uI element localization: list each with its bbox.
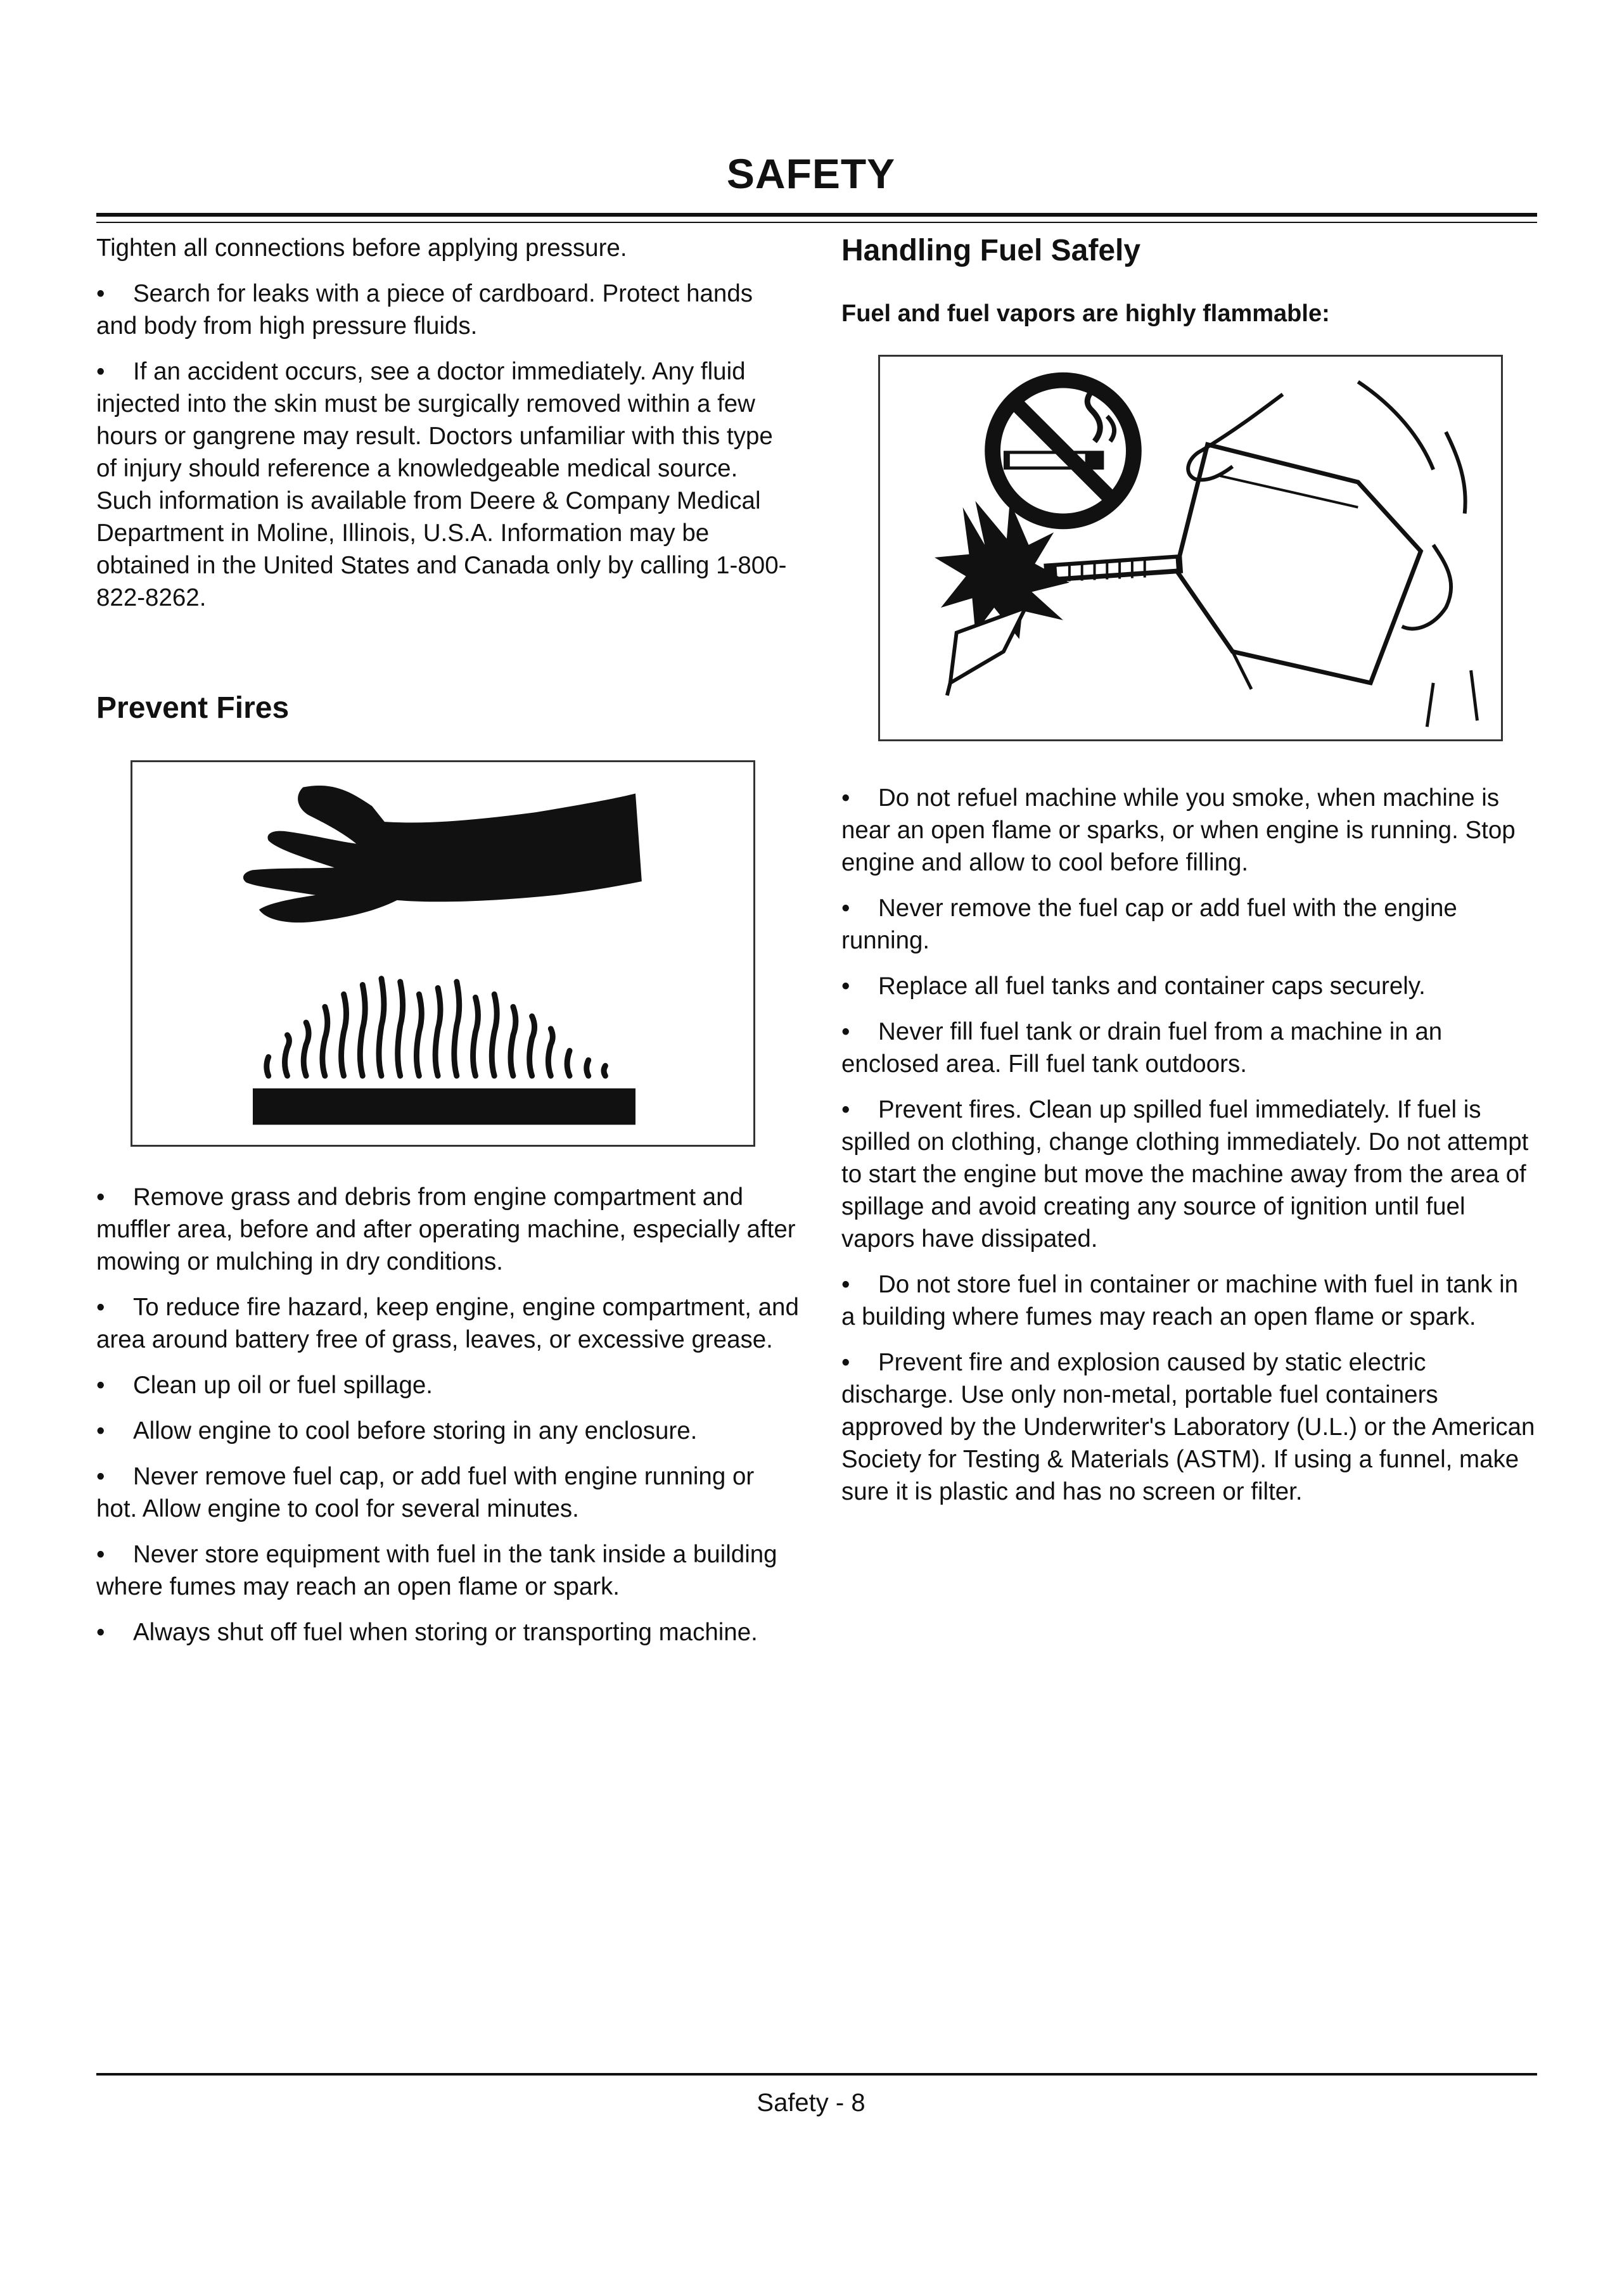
bullet-icon: • (841, 1018, 850, 1045)
list-item: • Never remove the fuel cap or add fuel with the engine running. (841, 892, 1537, 957)
bullet-icon: • (96, 1294, 105, 1321)
bullet-icon: • (96, 1619, 105, 1646)
fuel-list (841, 782, 1537, 1521)
bullet-icon: • (841, 1271, 850, 1298)
prevent-fires-list (96, 1181, 800, 1662)
page-number: Safety - 8 (757, 2089, 865, 2117)
list-item: • Never fill fuel tank or drain fuel from a machine in an enclosed area. Fill fuel tank outdoors. (841, 1016, 1537, 1080)
no-smoking-refuel-icon (880, 357, 1501, 739)
bullet-icon: • (96, 1463, 105, 1490)
list-item: • Always shut off fuel when storing or transporting machine. (96, 1616, 800, 1649)
pressure-section (96, 232, 800, 627)
list-item: • Never remove fuel cap, or add fuel with engine running or hot. Allow engine to cool for several minutes. (96, 1460, 800, 1525)
hand-over-heat-icon (132, 762, 753, 1145)
footer-rule (96, 2073, 1537, 2076)
list-item: • Allow engine to cool before storing in any enclosure. (96, 1415, 800, 1447)
bullet-icon: • (96, 280, 105, 307)
bullet-icon: • (96, 1541, 105, 1568)
list-item: • Search for leaks with a piece of cardboard. Protect hands and body from high pressure fluids. (96, 277, 800, 342)
header-rule (96, 213, 1537, 217)
list-item: • Do not store fuel in container or machine with fuel in tank in a building where fumes may reach an open flame or spark. (841, 1268, 1537, 1333)
list-item: • Prevent fires. Clean up spilled fuel immediately. If fuel is spilled on clothing, change clothing immediately. Do not attempt to start the engine but move the machine away from the area of spillage and avoid creating any source of ignition until fuel vapors have dissipated. (841, 1094, 1537, 1255)
fuel-illustration (878, 355, 1503, 741)
prevent-fires-heading: Prevent Fires (96, 691, 290, 725)
bullet-icon: • (841, 895, 850, 922)
list-item: • Clean up oil or fuel spillage. (96, 1369, 800, 1401)
list-item: • Remove grass and debris from engine compartment and muffler area, before and after operating machine, especially after mowing or mulching in dry conditions. (96, 1181, 800, 1278)
bullet-icon: • (841, 784, 850, 812)
bullet-icon: • (96, 358, 105, 385)
list-item: • If an accident occurs, see a doctor immediately. Any fluid injected into the skin must be surgically removed within a few hours or gangrene may result. Doctors unfamiliar with this type of injury should reference a knowledgeable medical source. Such information is available from Deere & Company Medical Department in Moline, Illinois, U.S.A. Information may be obtained in the United States and Canada only by calling 1-800-822-8262. (96, 355, 800, 614)
bullet-icon: • (96, 1372, 105, 1399)
bullet-icon: • (841, 973, 850, 1000)
list-item: • Never store equipment with fuel in the tank inside a building where fumes may reach an open flame or spark. (96, 1538, 800, 1603)
list-item: • To reduce fire hazard, keep engine, engine compartment, and area around battery free of grass, leaves, or excessive grease. (96, 1291, 800, 1356)
pressure-intro: Tighten all connections before applying pressure. (96, 234, 627, 262)
list-item: • Prevent fire and explosion caused by static electric discharge. Use only non-metal, portable fuel containers approved by the Underwriter's Laboratory (U.L.) or the American Society for Testing & Materials (ASTM). If using a funnel, make sure it is plastic and has no screen or filter. (841, 1346, 1537, 1508)
header-rule-thin (96, 222, 1537, 223)
bullet-icon: • (96, 1183, 105, 1211)
bullet-icon: • (96, 1417, 105, 1445)
fuel-subheading: Fuel and fuel vapors are highly flammable: (841, 300, 1330, 327)
bullet-icon: • (841, 1349, 850, 1376)
list-item: • Replace all fuel tanks and container caps securely. (841, 970, 1537, 1002)
handling-fuel-heading: Handling Fuel Safely (841, 234, 1141, 267)
page-title: SAFETY (726, 150, 896, 197)
list-item: • Do not refuel machine while you smoke, when machine is near an open flame or sparks, or when engine is running. Stop engine and allow to cool before filling. (841, 782, 1537, 879)
bullet-icon: • (841, 1096, 850, 1123)
prevent-fires-illustration (131, 760, 755, 1147)
